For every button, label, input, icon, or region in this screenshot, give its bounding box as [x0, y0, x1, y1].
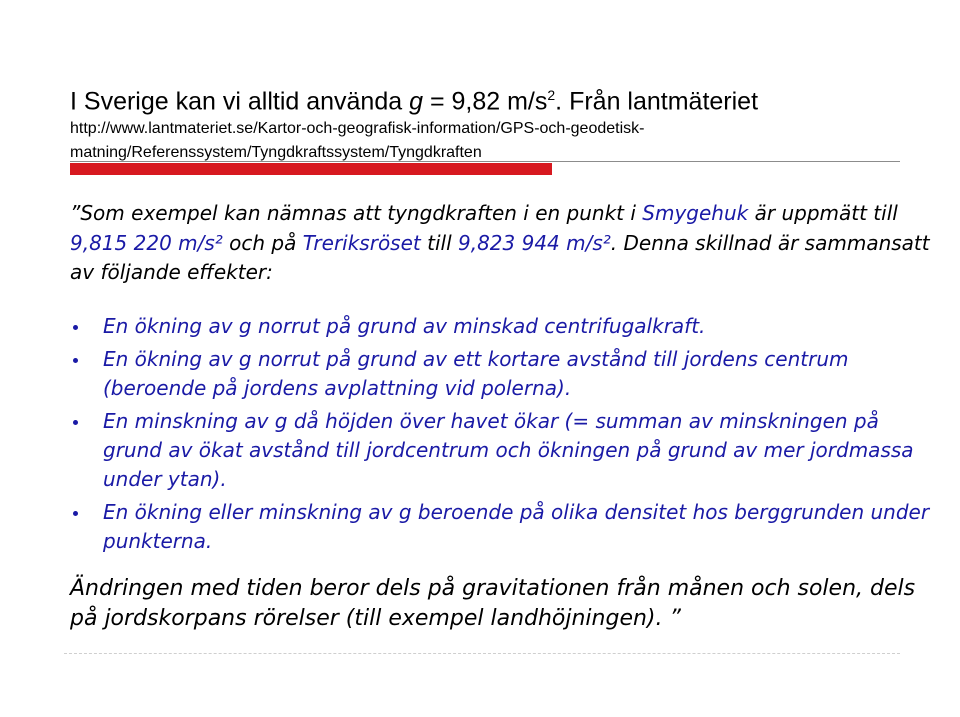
effects-list [70, 312, 930, 560]
footer-divider [64, 653, 900, 654]
quote-text-4: till [420, 230, 458, 255]
effect-text: En ökning av g norrut på grund av ett kortare avstånd till jordens centrum (beroende på jordens avplattning vid polerna). [103, 347, 849, 400]
header-block [70, 80, 930, 165]
quote-block [70, 199, 930, 288]
list-item [70, 345, 930, 403]
quote-text-2: är uppmätt till [748, 201, 898, 225]
place-treriksroset: Treriksröset [302, 230, 421, 255]
closing-paragraph: Ändringen med tiden beror dels på gravitationen från månen och solen, dels på jordskorpans rörelser (till exempel landhöjningen). ” [70, 576, 916, 631]
quote-text-3: och på [222, 230, 303, 255]
quote-text-5: . Denna skillnad är sammansatt av följande effekter: [70, 230, 930, 284]
bullet-icon [73, 325, 78, 330]
g-symbol: g [409, 87, 423, 116]
quote-text-1: ”Som exempel kan nämnas att tyngdkraften i en punkt i [70, 201, 643, 225]
bullet-icon [73, 420, 78, 425]
divider-line [70, 161, 900, 162]
list-item [70, 498, 930, 556]
bullet-icon [73, 511, 78, 516]
value-smygehuk: 9,815 220 m/s² [70, 230, 223, 255]
place-smygehuk: Smygehuk [642, 201, 749, 225]
intro-value: = 9,82 m/s [423, 87, 548, 116]
effect-text: En minskning av g då höjden över havet ökar (= summan av minskningen på grund av ökat avstånd till jordcentrum och ökningen på grund av mer jordmassa under ytan). [103, 409, 914, 491]
quote-paragraph [70, 199, 930, 288]
effect-text: En ökning eller minskning av g beroende på olika densitet hos berggrunden under punkterna. [103, 500, 930, 553]
intro-line [70, 80, 930, 117]
intro-text: I Sverige kan vi alltid använda [70, 87, 410, 116]
bullet-icon [73, 358, 78, 363]
value-treriksroset: 9,823 944 m/s² [457, 230, 611, 255]
accent-bar [70, 163, 552, 175]
source-label: . Från lantmäteriet [555, 87, 759, 116]
intro-exponent: 2 [547, 87, 556, 103]
effect-text: En ökning av g norrut på grund av minskad centrifugalkraft. [103, 314, 706, 338]
list-item [70, 312, 930, 341]
list-item [70, 407, 930, 494]
source-url: http://www.lantmateriet.se/Kartor-och-geografisk-information/GPS-och-geodetisk-matning/Referenssystem/Tyngdkraftssystem/Tyngdkraften [70, 120, 645, 162]
